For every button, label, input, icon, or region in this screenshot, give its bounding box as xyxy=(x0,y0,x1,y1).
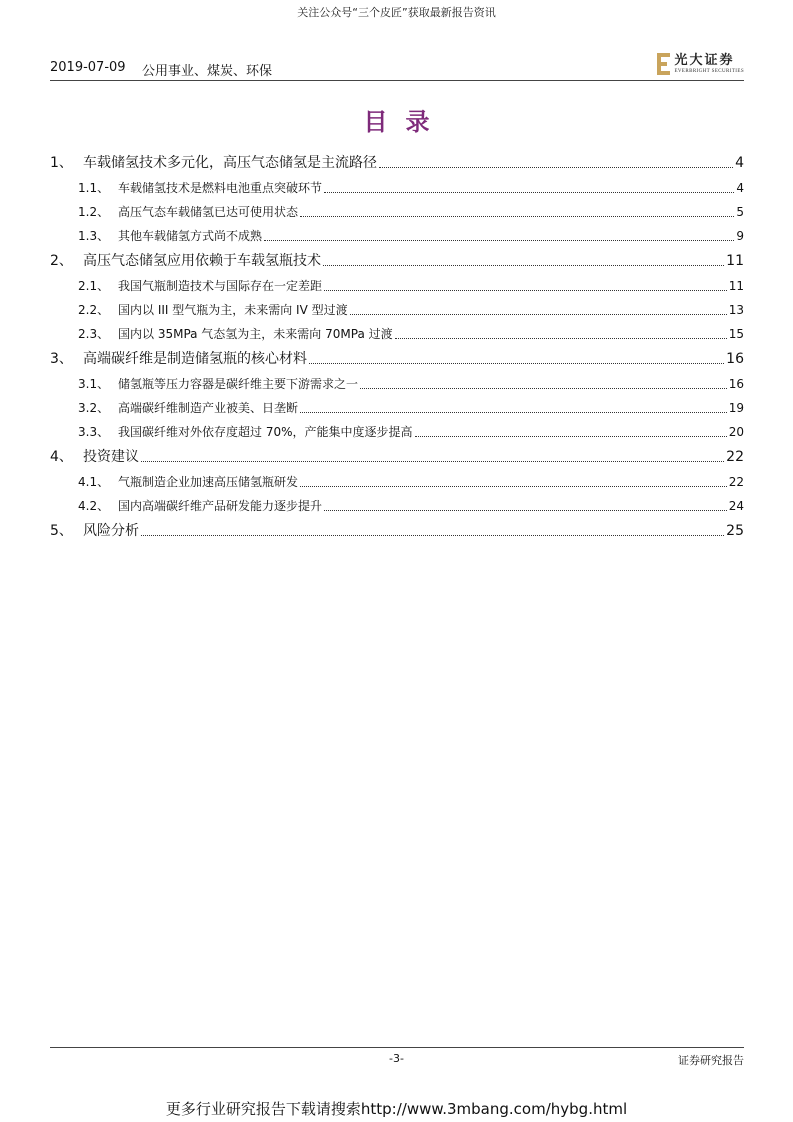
footer-label: 证券研究报告 xyxy=(678,1054,744,1067)
table-of-contents xyxy=(50,150,744,544)
toc-title: 目录 xyxy=(363,108,448,136)
toc-entry-title: 国内以 35MPa 气态氢为主，未来需向 70MPa 过渡 xyxy=(118,327,393,341)
toc-entry-subsection[interactable] xyxy=(50,494,744,518)
toc-entry-number: 3.2、 xyxy=(78,401,110,415)
company-logo xyxy=(657,52,744,76)
logo-english-name: EVERBRIGHT SECURITIES xyxy=(674,69,744,74)
toc-entry-number: 1.2、 xyxy=(78,205,110,219)
toc-entry-number: 4.2、 xyxy=(78,499,110,513)
toc-leader-dots xyxy=(300,215,734,217)
report-sector: 公用事业、煤炭、环保 xyxy=(142,64,273,79)
toc-entry-number: 3、 xyxy=(50,351,73,367)
toc-leader-dots xyxy=(324,509,727,511)
toc-entry-subsection[interactable] xyxy=(50,176,744,200)
top-banner: 关注公众号“三个皮匠”获取最新报告资讯 xyxy=(297,6,496,19)
toc-entry-subsection[interactable] xyxy=(50,322,744,346)
toc-entry-page: 9 xyxy=(736,229,744,243)
toc-entry-subsection[interactable] xyxy=(50,420,744,444)
toc-leader-dots xyxy=(323,264,724,266)
toc-entry-subsection[interactable] xyxy=(50,298,744,322)
toc-entry-title: 储氢瓶等压力容器是碳纤维主要下游需求之一 xyxy=(118,377,359,391)
toc-entry-title: 高压气态储氢应用依赖于车载氢瓶技术 xyxy=(83,253,321,269)
toc-entry-page: 24 xyxy=(728,499,744,513)
toc-entry-section[interactable] xyxy=(50,346,744,372)
toc-entry-section[interactable] xyxy=(50,248,744,274)
toc-entry-section[interactable] xyxy=(50,518,744,544)
toc-leader-dots xyxy=(300,485,727,487)
bottom-banner: 更多行业研究报告下载请搜索http://www.3mbang.com/hybg.html xyxy=(165,1100,628,1118)
toc-entry-number: 2.3、 xyxy=(78,327,110,341)
toc-leader-dots xyxy=(264,239,734,241)
toc-entry-number: 1.1、 xyxy=(78,181,110,195)
toc-entry-number: 4.1、 xyxy=(78,475,110,489)
toc-entry-title: 国内高端碳纤维产品研发能力逐步提升 xyxy=(118,499,323,513)
toc-entry-subsection[interactable] xyxy=(50,200,744,224)
toc-entry-title: 我国气瓶制造技术与国际存在一定差距 xyxy=(118,279,323,293)
toc-entry-title: 投资建议 xyxy=(83,449,139,465)
toc-entry-section[interactable] xyxy=(50,150,744,176)
toc-leader-dots xyxy=(324,289,727,291)
toc-entry-subsection[interactable] xyxy=(50,396,744,420)
logo-e-icon xyxy=(657,53,670,75)
toc-leader-dots xyxy=(415,435,727,437)
toc-entry-title: 高压气态车载储氢已达可使用状态 xyxy=(118,205,299,219)
toc-entry-title: 风险分析 xyxy=(83,523,139,539)
logo-chinese-name: 光大证券 xyxy=(674,53,735,68)
toc-leader-dots xyxy=(141,534,724,536)
toc-leader-dots xyxy=(395,337,727,339)
toc-entry-number: 4、 xyxy=(50,449,73,465)
toc-entry-page: 16 xyxy=(728,377,744,391)
toc-entry-subsection[interactable] xyxy=(50,372,744,396)
header-divider xyxy=(50,80,744,81)
page-number: -3- xyxy=(389,1052,404,1065)
toc-entry-number: 2、 xyxy=(50,253,73,269)
toc-entry-number: 3.3、 xyxy=(78,425,110,439)
toc-entry-title: 车载储氢技术是燃料电池重点突破环节 xyxy=(118,181,323,195)
toc-entry-title: 其他车载储氢方式尚不成熟 xyxy=(118,229,263,243)
toc-entry-number: 1、 xyxy=(50,155,73,171)
toc-entry-title: 高端碳纤维是制造储氢瓶的核心材料 xyxy=(83,351,307,367)
toc-entry-title: 气瓶制造企业加速高压储氢瓶研发 xyxy=(118,475,299,489)
toc-entry-page: 20 xyxy=(728,425,744,439)
toc-entry-page: 16 xyxy=(726,351,744,367)
toc-entry-number: 1.3、 xyxy=(78,229,110,243)
toc-entry-subsection[interactable] xyxy=(50,274,744,298)
toc-entry-page: 13 xyxy=(728,303,744,317)
toc-leader-dots xyxy=(309,362,724,364)
toc-leader-dots xyxy=(141,460,724,462)
toc-entry-page: 4 xyxy=(736,181,744,195)
toc-entry-page: 11 xyxy=(726,253,744,269)
toc-entry-page: 22 xyxy=(728,475,744,489)
toc-leader-dots xyxy=(324,191,734,193)
footer-divider xyxy=(50,1047,744,1048)
toc-entry-number: 3.1、 xyxy=(78,377,110,391)
toc-entry-title: 车载储氢技术多元化，高压气态储氢是主流路径 xyxy=(83,155,377,171)
toc-entry-number: 5、 xyxy=(50,523,73,539)
toc-entry-page: 11 xyxy=(728,279,744,293)
toc-entry-title: 高端碳纤维制造产业被美、日垄断 xyxy=(118,401,299,415)
toc-entry-page: 22 xyxy=(726,449,744,465)
toc-entry-subsection[interactable] xyxy=(50,470,744,494)
toc-entry-page: 19 xyxy=(728,401,744,415)
toc-leader-dots xyxy=(379,166,733,168)
toc-entry-page: 4 xyxy=(735,155,744,171)
toc-entry-number: 2.1、 xyxy=(78,279,110,293)
toc-entry-page: 5 xyxy=(736,205,744,219)
toc-leader-dots xyxy=(360,387,727,389)
toc-entry-title: 国内以 III 型气瓶为主，未来需向 IV 型过渡 xyxy=(118,303,348,317)
toc-entry-subsection[interactable] xyxy=(50,224,744,248)
report-date: 2019-07-09 xyxy=(50,60,126,75)
toc-entry-section[interactable] xyxy=(50,444,744,470)
page-header xyxy=(50,52,744,78)
toc-entry-page: 15 xyxy=(728,327,744,341)
toc-entry-page: 25 xyxy=(726,523,744,539)
toc-entry-title: 我国碳纤维对外依存度超过 70%，产能集中度逐步提高 xyxy=(118,425,413,439)
toc-entry-number: 2.2、 xyxy=(78,303,110,317)
toc-leader-dots xyxy=(300,411,727,413)
toc-leader-dots xyxy=(350,313,727,315)
